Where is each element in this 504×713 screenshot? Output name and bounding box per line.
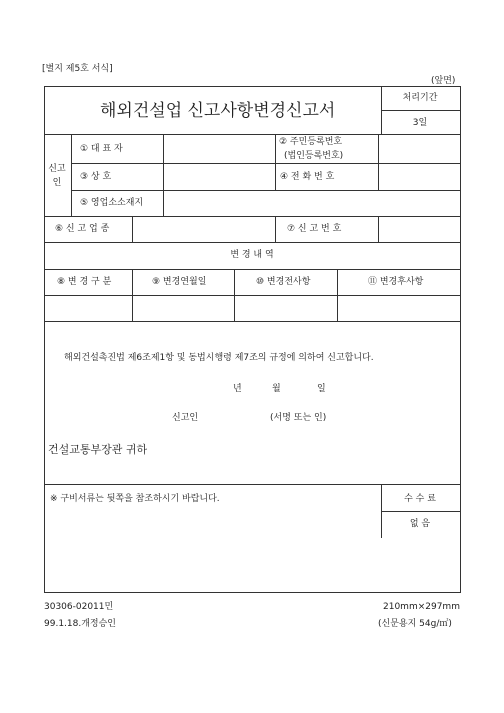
report-number-label: ⑦ 신 고 번 호: [287, 224, 342, 234]
divider: [44, 242, 460, 243]
divider: [378, 216, 379, 242]
reporter-label-line2: 인: [52, 178, 62, 188]
representative-label: ① 대 표 자: [80, 144, 123, 154]
declaration-statement: 해외건설촉진법 제6조제1항 및 동법시행령 제7조의 규정에 의하여 신고합니다.: [64, 353, 374, 363]
fee-value: 없 음: [409, 519, 431, 529]
before-change-header: ⑩ 변경전사항: [256, 277, 311, 287]
signature-note: (서명 또는 인): [270, 413, 327, 423]
divider: [378, 134, 379, 190]
processing-period-label: 처리기간: [402, 93, 438, 103]
divider: [71, 134, 72, 216]
front-side-label: (앞면): [431, 76, 456, 86]
change-details-heading: 변 경 내 역: [230, 250, 274, 260]
divider: [275, 216, 276, 242]
divider: [44, 484, 460, 485]
processing-period-value: 3일: [412, 118, 428, 128]
divider: [163, 134, 164, 216]
divider: [71, 190, 460, 191]
paper-type: (신문용지 54g/㎡): [378, 619, 452, 629]
office-address-label: ⑤ 영업소소재지: [80, 198, 144, 208]
divider: [44, 216, 460, 217]
divider: [44, 269, 460, 270]
form-title: 해외건설업 신고사항변경신고서: [100, 101, 336, 121]
after-change-header: ⑪ 변경후사항: [368, 277, 424, 287]
addressee: 건설교통부장관 귀하: [48, 443, 148, 456]
divider: [275, 134, 276, 190]
fee-label: 수 수 료: [404, 494, 436, 504]
form-code: 30306-02011민: [44, 602, 114, 612]
date-day-label: 일: [317, 384, 326, 394]
divider: [381, 110, 460, 111]
form-number-label: [별지 제5호 서식]: [42, 64, 113, 74]
reporter-signature-label: 신고인: [172, 413, 199, 423]
divider: [337, 269, 338, 321]
divider: [44, 134, 460, 135]
company-name-label: ③ 상 호: [80, 172, 112, 182]
registration-number-label: ② 주민등록번호: [279, 137, 343, 147]
divider: [71, 163, 460, 164]
date-month-label: 월: [272, 384, 281, 394]
divider: [381, 511, 460, 512]
corporate-number-label: (법인등록번호): [284, 151, 344, 161]
divider: [44, 295, 460, 296]
date-year-label: 년: [233, 384, 242, 394]
divider: [132, 216, 133, 242]
divider: [44, 321, 460, 322]
approval-date: 99.1.18.개정승인: [44, 619, 116, 629]
change-category-header: ⑧ 변 경 구 분: [57, 277, 112, 287]
reporter-label-line1: 신고: [48, 164, 66, 174]
divider: [132, 269, 133, 321]
divider: [381, 484, 382, 538]
phone-number-label: ④ 전 화 번 호: [280, 172, 335, 182]
paper-size: 210mm×297mm: [383, 602, 460, 612]
divider: [234, 269, 235, 321]
required-documents-note: ※ 구비서류는 뒷쪽을 참조하시기 바랍니다.: [50, 494, 220, 504]
change-date-header: ⑨ 변경연월일: [152, 277, 207, 287]
business-type-label: ⑥ 신 고 업 종: [55, 224, 110, 234]
